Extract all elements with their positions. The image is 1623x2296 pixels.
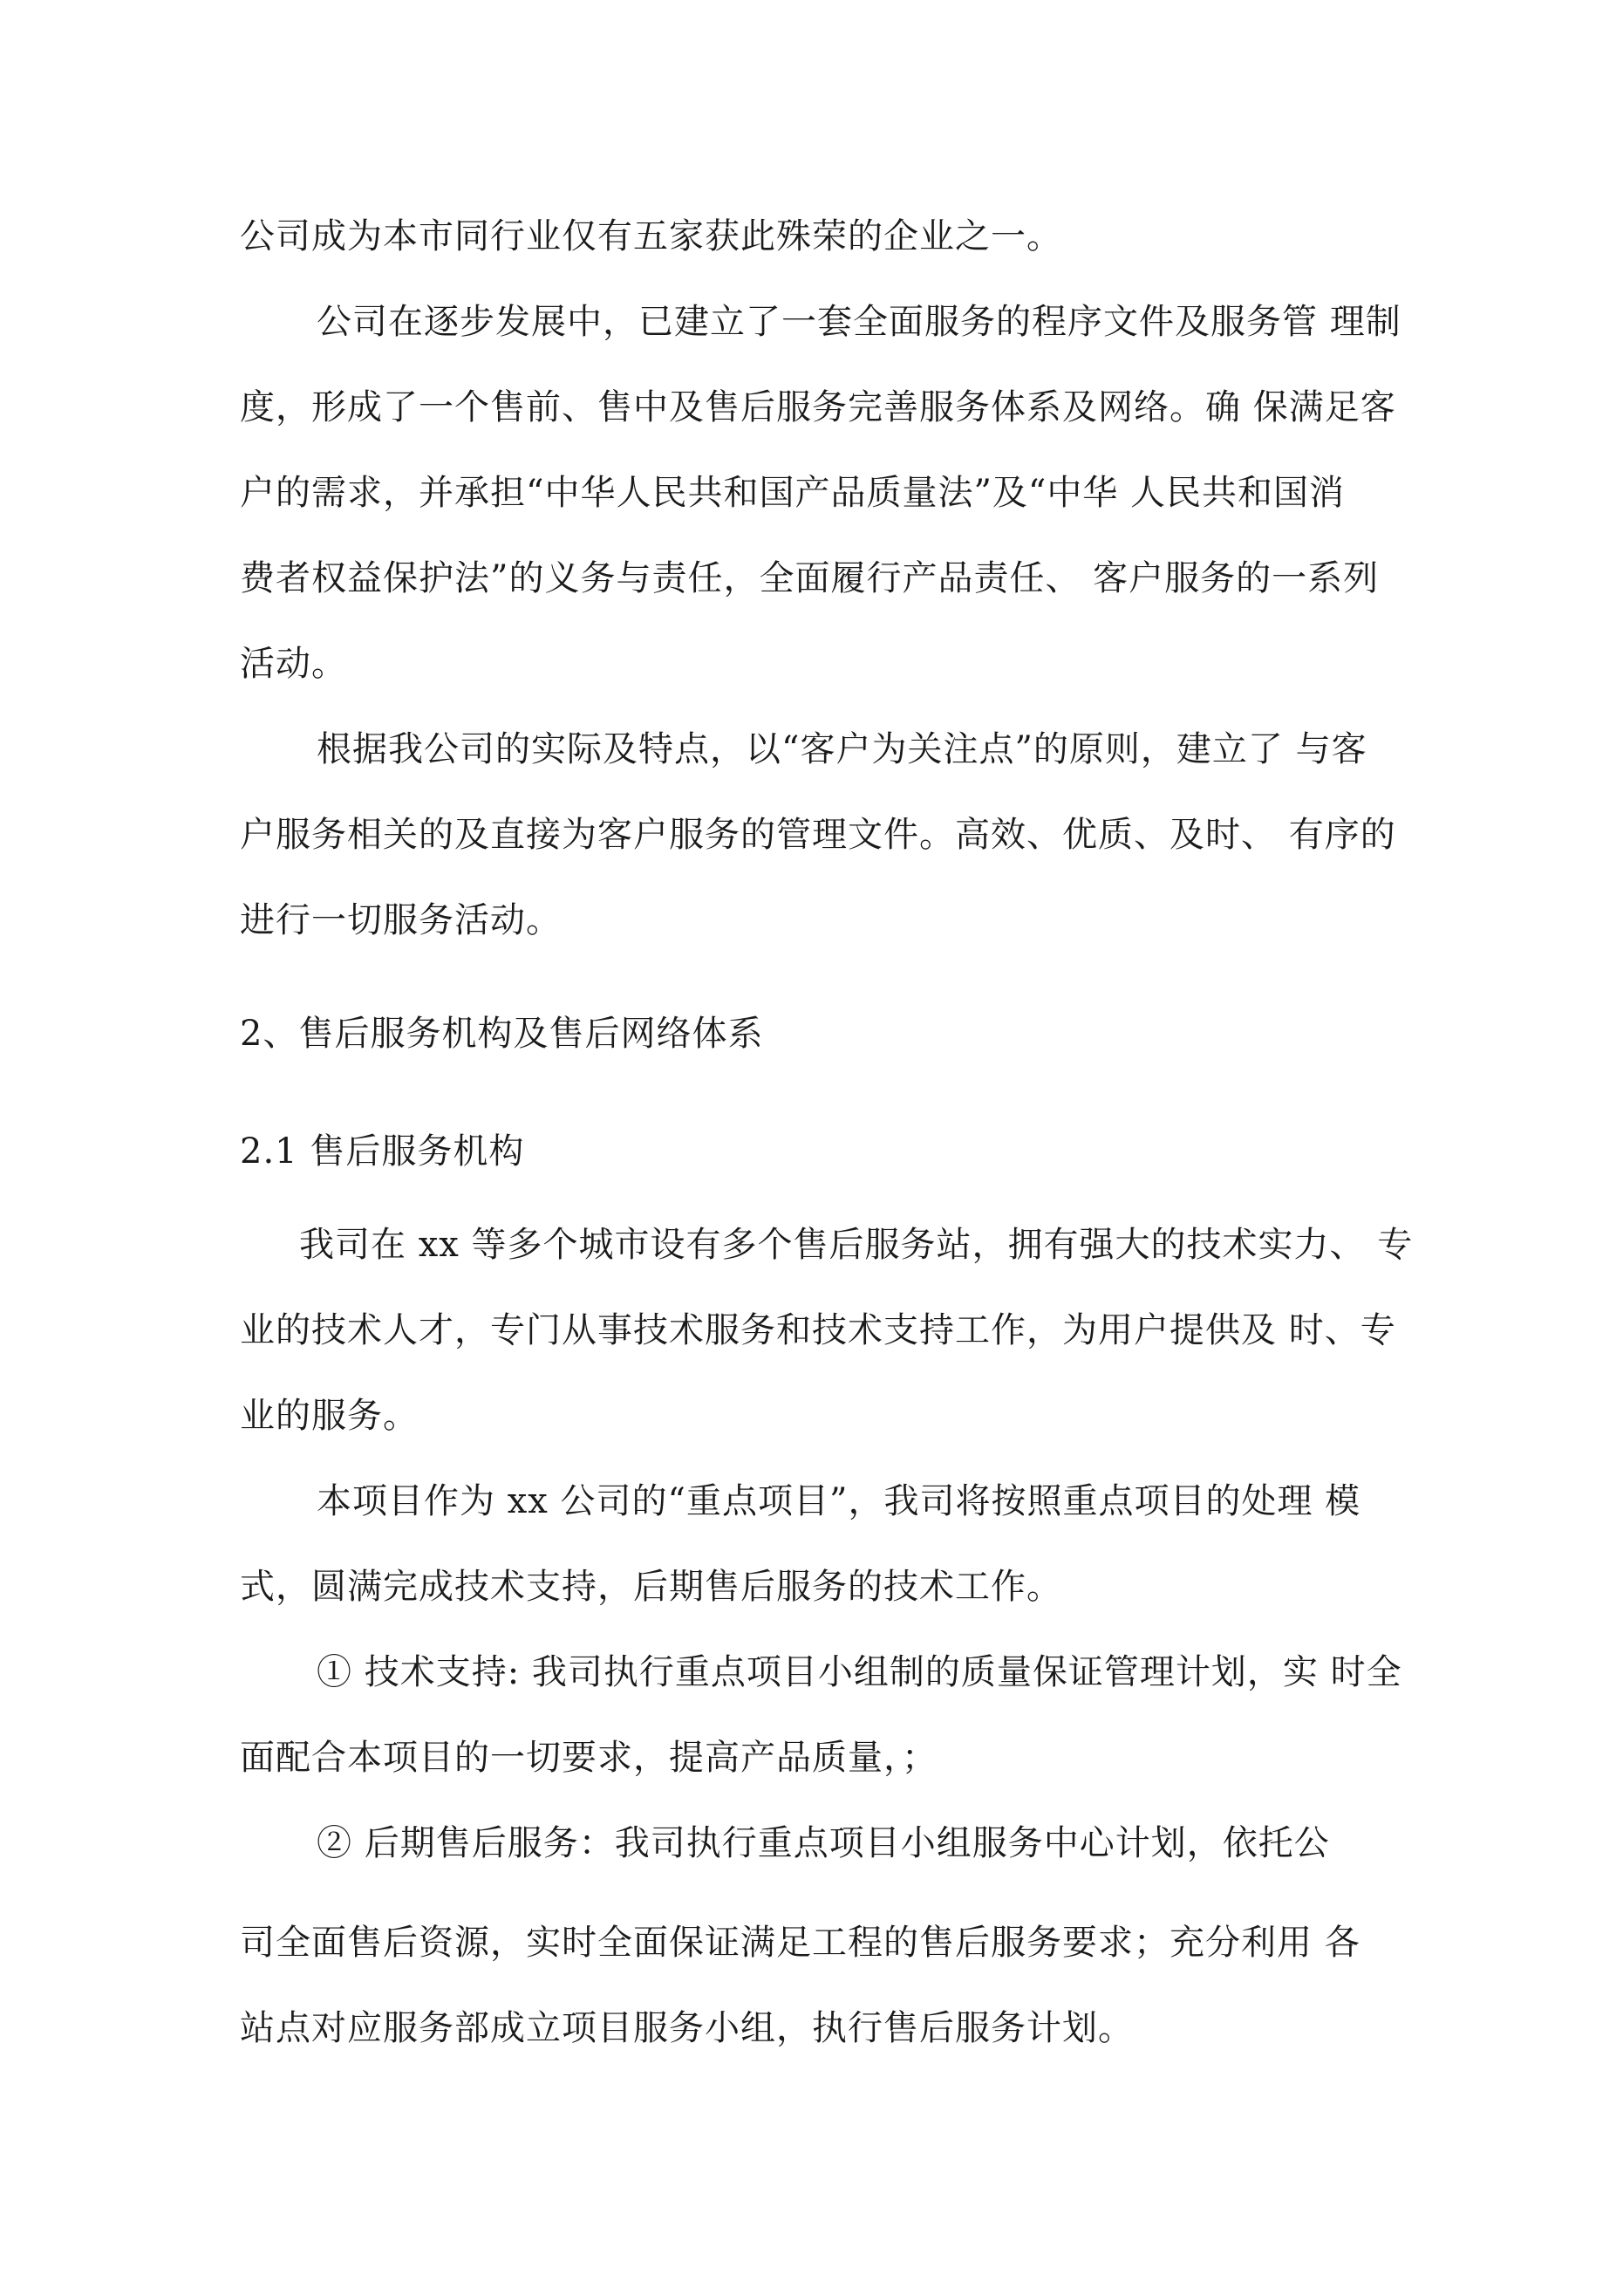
paragraph-line: 式，圆满完成技术支持，后期售后服务的技术工作。 [240,1567,1062,1607]
paragraph-line: 公司成为本市同行业仅有五家获此殊荣的企业之一。 [240,216,1062,256]
paragraph-line: 业的服务。 [240,1396,419,1436]
list-item-line: ② 后期售后服务：我司执行重点项目小组服务中心计划，依托公 [317,1823,1330,1863]
paragraph-line: 费者权益保护法”的义务与责任，全面履行产品责任、 客户服务的一系列 [240,558,1380,598]
paragraph-line: 公司在逐步发展中，已建立了一套全面服务的程序文件及服务管 理制 [317,302,1401,342]
list-item-line: 面配合本项目的一切要求，提高产品质量，； [240,1738,938,1778]
paragraph-line: 户的需求，并承担“中华人民共和国产品质量法”及“中华 人民共和国消 [240,473,1346,513]
paragraph-line: 度，形成了一个售前、售中及售后服务完善服务体系及网络。确 保满足客 [240,387,1396,427]
paragraph-line: 我司在 xx 等多个城市设有多个售后服务站，拥有强大的技术实力、 专 [299,1225,1414,1265]
list-item-line: ① 技术支持: 我司执行重点项目小组制的质量保证管理计划，实 时全 [317,1652,1402,1692]
paragraph-line: 业的技术人才，专门从事技术服务和技术支持工作，为用户提供及 时、专 [240,1310,1396,1350]
paragraph-line: 站点对应服务部成立项目服务小组，执行售后服务计划。 [240,2008,1134,2048]
section-heading: 2、售后服务机构及售后网络体系 [240,1014,764,1054]
paragraph-line: 户服务相关的及直接为客户服务的管理文件。高效、优质、及时、 有序的 [240,815,1396,855]
paragraph-line: 司全面售后资源，实时全面保证满足工程的售后服务要求；充分利用 各 [240,1923,1360,1963]
paragraph-line: 活动。 [240,644,347,684]
paragraph-line: 根据我公司的实际及特点，以“客户为关注点”的原则，建立了 与客 [317,729,1367,769]
paragraph-line: 本项目作为 xx 公司的“重点项目”，我司将按照重点项目的处理 模 [317,1481,1361,1521]
subsection-heading: 2.1 售后服务机构 [240,1131,525,1172]
paragraph-line: 进行一切服务活动。 [240,900,562,940]
